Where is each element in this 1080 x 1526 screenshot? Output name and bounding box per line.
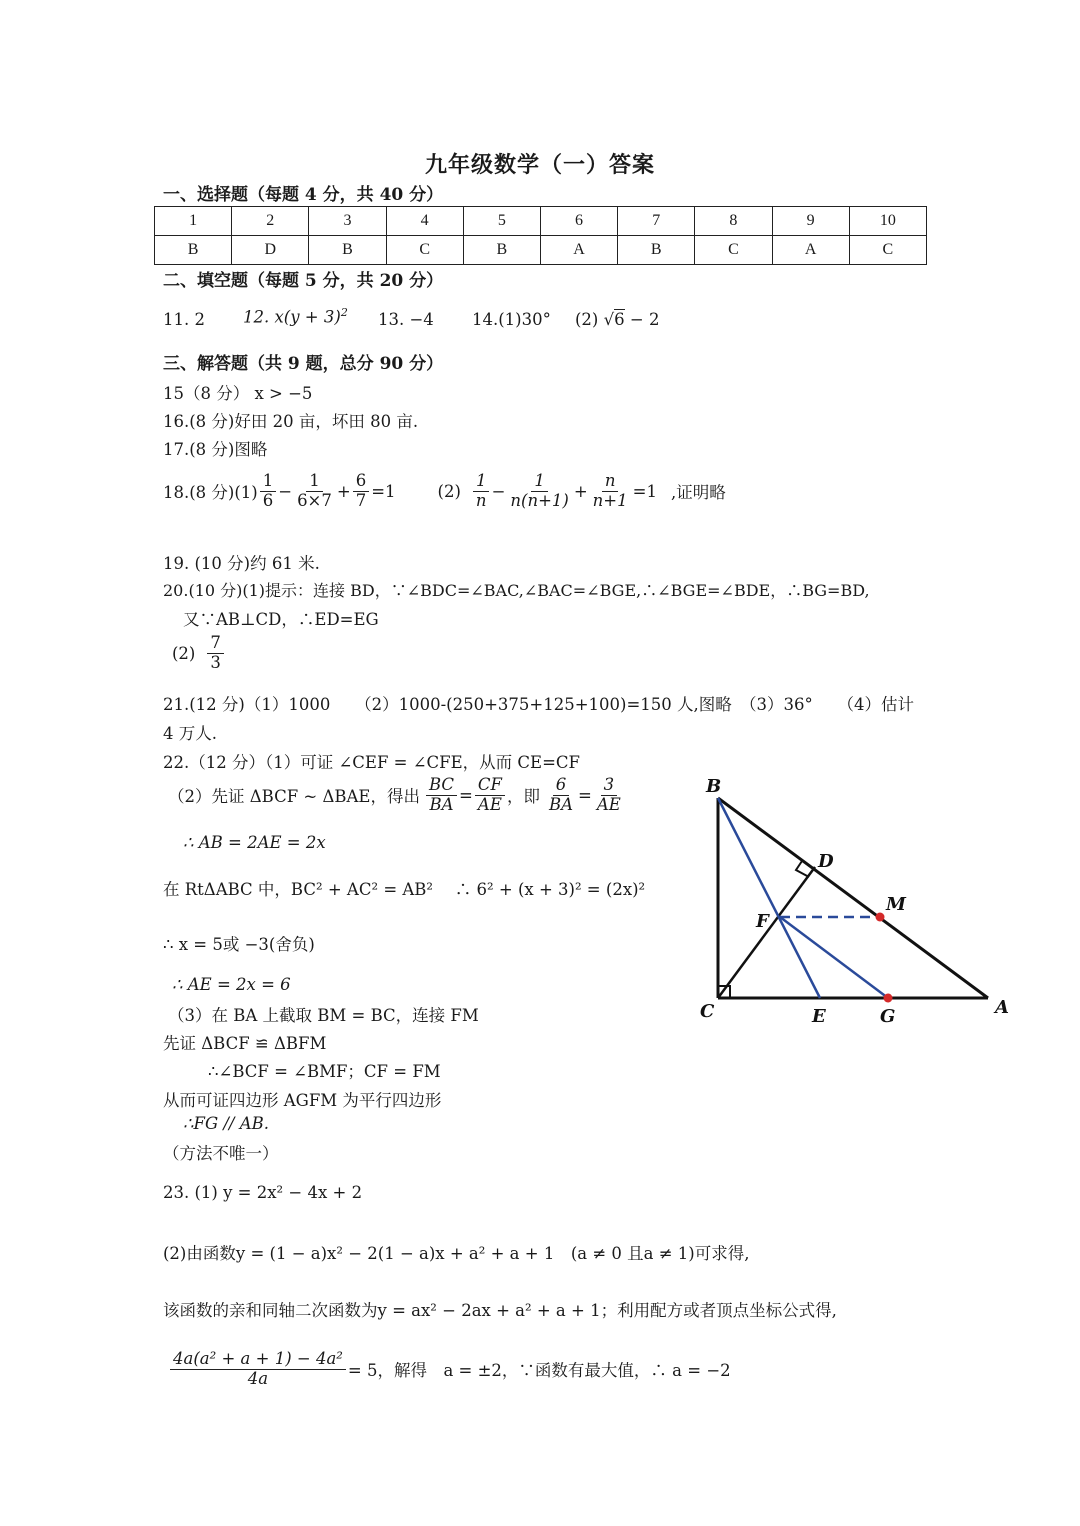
fraction bbox=[475, 776, 505, 815]
answer-14-part2 bbox=[575, 310, 659, 329]
fraction bbox=[294, 472, 335, 511]
numerator: BC bbox=[426, 776, 457, 796]
answer-table bbox=[154, 206, 927, 265]
fraction bbox=[426, 776, 457, 815]
answer-23-conclusion: = 5，解得 a = ±2，∵函数有最大值，∴ a = −2 bbox=[347, 1361, 731, 1381]
answer-12-base: 12. x(y + 3) bbox=[243, 307, 341, 327]
label-E: E bbox=[812, 1006, 826, 1027]
label-B: B bbox=[706, 776, 722, 797]
denominator: BA bbox=[548, 794, 573, 814]
denominator: AE bbox=[596, 794, 621, 814]
table-row-numbers bbox=[155, 207, 927, 236]
denominator: 4a bbox=[247, 1368, 269, 1388]
answer-19: 19. (10 分)约 61 米. bbox=[163, 554, 320, 573]
numerator: 6 bbox=[353, 472, 370, 492]
answer-12 bbox=[243, 306, 348, 327]
section-solve-heading: 三、解答题（共 9 题，总分 90 分） bbox=[163, 354, 444, 374]
fraction bbox=[353, 472, 370, 511]
answer-17: 17.(8 分)图略 bbox=[163, 440, 268, 459]
fraction bbox=[473, 472, 490, 511]
table-cell: 2 bbox=[232, 207, 309, 236]
answer-22-line11: ∴FG // AB. bbox=[183, 1114, 270, 1133]
numerator: CF bbox=[475, 776, 505, 796]
table-cell: A bbox=[772, 236, 849, 265]
answer-16: 16.(8 分)好田 20 亩，坏田 80 亩. bbox=[163, 412, 419, 431]
answer-23-line4 bbox=[168, 1350, 731, 1389]
table-cell: C bbox=[695, 236, 772, 265]
denominator: 3 bbox=[210, 652, 221, 672]
answer-22-line3: ∴ AB = 2AE = 2x bbox=[183, 833, 326, 852]
operator: + bbox=[573, 481, 588, 501]
numerator: 6 bbox=[553, 776, 570, 796]
fraction bbox=[207, 634, 224, 673]
answer-18-part2-label: (2) bbox=[437, 481, 461, 501]
label-A: A bbox=[995, 997, 1009, 1018]
denominator: n+1 bbox=[592, 490, 628, 510]
answer-20-line1: 20.(10 分)(1)提示：连接 BD，∵∠BDC=∠BAC,∠BAC=∠BGE,∴∠BGE=∠BDE，∴BG=BD, bbox=[163, 581, 870, 600]
answer-14-part1: 14.(1)30° bbox=[472, 310, 551, 329]
table-cell: C bbox=[386, 236, 463, 265]
answer-22-connector: ，即 bbox=[506, 787, 540, 807]
answer-22-line7: （3）在 BA 上截取 BM = BC，连接 FM bbox=[168, 1006, 479, 1025]
numerator: 1 bbox=[306, 472, 323, 492]
table-cell: 9 bbox=[772, 207, 849, 236]
answer-22-line4: 在 RtΔABC 中，BC² + AC² = AB² ∴ 6² + (x + 3)² = (2x)² bbox=[163, 880, 646, 899]
answer-20-part2 bbox=[172, 634, 226, 673]
operator: − bbox=[278, 481, 293, 501]
answer-23-line3: 该函数的亲和同轴二次函数为y = ax² − 2ax + a² + a + 1；利用配方或者顶点坐标公式得, bbox=[163, 1301, 837, 1320]
answer-22-line10: 从而可证四边形 AGFM 为平行四边形 bbox=[163, 1091, 442, 1110]
table-cell: B bbox=[463, 236, 540, 265]
denominator: 6 bbox=[262, 490, 274, 510]
denominator: n(n+1) bbox=[510, 490, 569, 510]
table-cell: B bbox=[618, 236, 695, 265]
geometry-figure bbox=[690, 765, 1030, 1035]
answer-23-line2: (2)由函数y = (1 − a)x² − 2(1 − a)x + a² + a + 1 (a ≠ 0 且a ≠ 1)可求得, bbox=[163, 1244, 750, 1263]
denominator: AE bbox=[477, 794, 502, 814]
table-cell: 10 bbox=[849, 207, 926, 236]
point-M-dot bbox=[876, 913, 885, 922]
table-cell: 6 bbox=[540, 207, 617, 236]
equals: =1 bbox=[371, 481, 396, 501]
fraction bbox=[507, 472, 571, 511]
label-D: D bbox=[818, 851, 834, 872]
segment-BA bbox=[718, 798, 988, 998]
denominator: n bbox=[475, 490, 487, 510]
table-cell: B bbox=[309, 236, 386, 265]
answer-22-line9: ∴∠BCF = ∠BMF；CF = FM bbox=[208, 1062, 441, 1081]
table-cell: 3 bbox=[309, 207, 386, 236]
point-G-dot bbox=[884, 994, 893, 1003]
numerator: 1 bbox=[260, 472, 277, 492]
numerator: 1 bbox=[531, 472, 548, 492]
answer-22-line12: （方法不唯一） bbox=[163, 1144, 279, 1163]
answer-21-line2: 4 万人. bbox=[163, 724, 217, 743]
label-C: C bbox=[700, 1001, 715, 1022]
sqrt-sign: (2) √ bbox=[575, 310, 615, 329]
answer-22-line5: ∴ x = 5或 −3(舍负) bbox=[163, 935, 315, 954]
page-title: 九年级数学（一）答案 bbox=[424, 152, 655, 178]
radicand: 6 bbox=[614, 310, 625, 329]
answer-14-tail: − 2 bbox=[624, 310, 660, 329]
label-M: M bbox=[886, 894, 906, 915]
table-cell: B bbox=[155, 236, 232, 265]
table-cell: 1 bbox=[155, 207, 232, 236]
answer-11: 11. 2 bbox=[163, 310, 205, 329]
answer-20-part2-label: (2) bbox=[172, 643, 196, 663]
denominator: 7 bbox=[355, 490, 367, 510]
answer-21-line1: 21.(12 分)（1）1000 （2）1000-(250+375+125+100)=150 人,图略 （3）36° （4）估计 bbox=[163, 695, 915, 714]
table-cell: 8 bbox=[695, 207, 772, 236]
answer-23-line1: 23. (1) y = 2x² − 4x + 2 bbox=[163, 1183, 363, 1202]
fraction bbox=[546, 776, 576, 815]
answer-22-line2: （2）先证 ΔBCF ~ ΔBAE，得出 $\frac{BC}{BA}$ = $\frac{CF}{AE}$ ，即 $\frac{6}{BA}$ = $\frac{3}{AE}$ bbox=[168, 776, 626, 815]
fraction bbox=[170, 1350, 346, 1389]
operator: − bbox=[491, 481, 506, 501]
table-cell: A bbox=[540, 236, 617, 265]
answer-12-exponent: 2 bbox=[340, 306, 348, 319]
numerator: 7 bbox=[207, 634, 224, 654]
table-cell: 5 bbox=[463, 207, 540, 236]
table-row-answers bbox=[155, 236, 927, 265]
denominator: BA bbox=[429, 794, 454, 814]
table-cell: C bbox=[849, 236, 926, 265]
answer-13: 13. −4 bbox=[378, 310, 434, 329]
answer-22-line6: ∴ AE = 2x = 6 bbox=[172, 975, 291, 994]
segment-BE bbox=[718, 798, 820, 998]
label-G: G bbox=[880, 1006, 896, 1027]
fraction bbox=[590, 472, 631, 511]
section-fill-heading: 二、填空题（每题 5 分，共 20 分） bbox=[163, 271, 444, 291]
answer-22-line8: 先证 ΔBCF ≌ ΔBFM bbox=[163, 1034, 327, 1053]
numerator: 4a(a² + a + 1) − 4a² bbox=[170, 1350, 346, 1370]
numerator: 3 bbox=[601, 776, 618, 796]
operator: + bbox=[336, 481, 351, 501]
segment-FG bbox=[780, 917, 888, 998]
answer-22-line1: 22.（12 分）（1）可证 ∠CEF = ∠CFE，从而 CE=CF bbox=[163, 753, 580, 772]
denominator: 6×7 bbox=[297, 490, 332, 510]
answer-20-line2: 又∵AB⊥CD，∴ED=EG bbox=[183, 610, 379, 629]
fraction bbox=[260, 472, 277, 511]
label-F: F bbox=[756, 911, 769, 932]
equals: =1 bbox=[632, 481, 657, 501]
numerator: n bbox=[602, 472, 619, 492]
table-cell: 4 bbox=[386, 207, 463, 236]
table-cell: 7 bbox=[618, 207, 695, 236]
numerator: 1 bbox=[473, 472, 490, 492]
answer-18 bbox=[163, 472, 726, 511]
answer-18-label: 18.(8 分)(1) bbox=[163, 483, 258, 503]
answer-18-note: ,证明略 bbox=[670, 483, 726, 503]
section-choice-heading: 一、选择题（每题 4 分，共 40 分） bbox=[163, 185, 444, 205]
answer-15: 15（8 分） x > −5 bbox=[163, 384, 313, 403]
fraction bbox=[594, 776, 624, 815]
answer-22-part2-text: （2）先证 ΔBCF ~ ΔBAE，得出 bbox=[168, 787, 420, 807]
table-cell: D bbox=[232, 236, 309, 265]
